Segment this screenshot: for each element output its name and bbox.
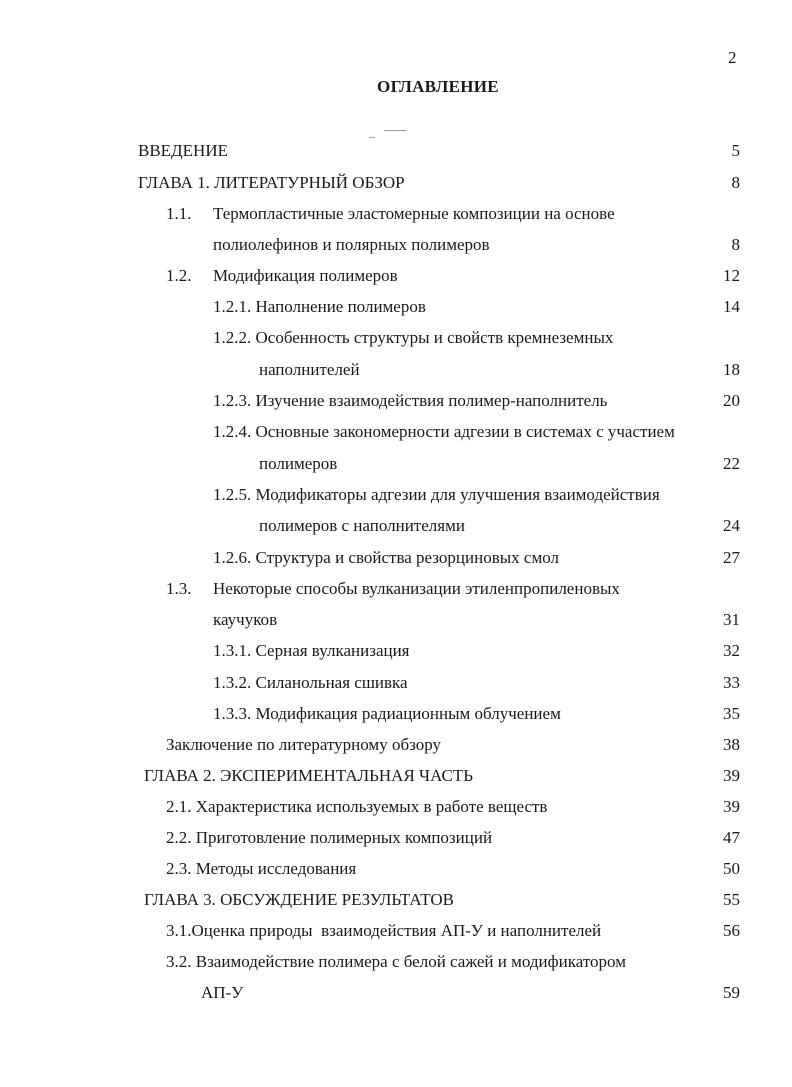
toc-entry-1-2-4-cont: полимеров <box>259 454 338 473</box>
toc-entry-1-2-2-cont: наполнителей <box>259 360 360 379</box>
toc-entry-conclusion: Заключение по литературному обзору <box>166 735 441 754</box>
toc-entry-1-3-3: 1.3.3. Модификация радиационным облучением <box>213 704 561 723</box>
toc-entry-1-2-5: 1.2.5. Модификаторы адгезии для улучшения взаимодействия <box>213 485 660 504</box>
toc-entry-intro: ВВЕДЕНИЕ <box>138 141 228 160</box>
toc-page: 59 <box>723 983 740 1002</box>
toc-entry-num: 1.3. <box>166 579 192 598</box>
toc-entry-1-1: Термопластичные эластомерные композиции на основе <box>213 204 615 223</box>
scan-speck <box>384 130 406 131</box>
toc-page: 24 <box>723 516 740 535</box>
page-title: ОГЛАВЛЕНИЕ <box>377 77 499 96</box>
toc-page: 31 <box>723 610 740 629</box>
toc-page: 20 <box>723 391 740 410</box>
toc-page: 39 <box>723 766 740 785</box>
toc-entry-1-2-4: 1.2.4. Основные закономерности адгезии в системах с участием <box>213 422 675 441</box>
toc-entry-3-2: 3.2. Взаимодействие полимера с белой сажей и модификатором <box>166 952 626 971</box>
toc-entry-chapter-2: ГЛАВА 2. ЭКСПЕРИМЕНТАЛЬНАЯ ЧАСТЬ <box>144 766 474 785</box>
toc-page: 12 <box>723 266 740 285</box>
toc-page: 18 <box>723 360 740 379</box>
toc-page: 50 <box>723 859 740 878</box>
toc-entry-1-2-6: 1.2.6. Структура и свойства резорциновых смол <box>213 548 559 567</box>
toc-entry-num: 1.1. <box>166 204 192 223</box>
toc-page: 47 <box>723 828 740 847</box>
toc-entry-chapter-3: ГЛАВА 3. ОБСУЖДЕНИЕ РЕЗУЛЬТАТОВ <box>144 890 454 909</box>
toc-page: 5 <box>731 141 740 160</box>
toc-entry-1-2: Модификация полимеров <box>213 266 398 285</box>
toc-page: 32 <box>723 641 740 660</box>
toc-entry-num: 1.2. <box>166 266 192 285</box>
toc-page: 8 <box>731 173 740 192</box>
toc-entry-1-3: Некоторые способы вулканизации этиленпропиленовых <box>213 579 620 598</box>
toc-entry-1-2-5-cont: полимеров с наполнителями <box>259 516 465 535</box>
scan-speck <box>369 137 375 138</box>
toc-entry-1-3-1: 1.3.1. Серная вулканизация <box>213 641 410 660</box>
page-number: 2 <box>728 48 737 67</box>
toc-page: 33 <box>723 673 740 692</box>
toc-entry-1-2-2: 1.2.2. Особенность структуры и свойств кремнеземных <box>213 328 614 347</box>
toc-page: 14 <box>723 297 740 316</box>
toc-page: 38 <box>723 735 740 754</box>
toc-entry-2-2: 2.2. Приготовление полимерных композиций <box>166 828 493 847</box>
toc-entry-3-2-cont: АП-У <box>201 983 244 1002</box>
toc-page: 27 <box>723 548 740 567</box>
toc-entry-chapter-1: ГЛАВА 1. ЛИТЕРАТУРНЫЙ ОБЗОР <box>138 173 405 192</box>
toc-entry-2-1: 2.1. Характеристика используемых в работе веществ <box>166 797 548 816</box>
toc-page: 56 <box>723 921 740 940</box>
toc-entry-2-3: 2.3. Методы исследования <box>166 859 357 878</box>
toc-page: 35 <box>723 704 740 723</box>
toc-entry-1-1-cont: полиолефинов и полярных полимеров <box>213 235 490 254</box>
toc-entry-1-2-1: 1.2.1. Наполнение полимеров <box>213 297 426 316</box>
toc-page: 55 <box>723 890 740 909</box>
toc-entry-3-1: 3.1.Оценка природы взаимодействия АП-У и наполнителей <box>166 921 602 940</box>
toc-entry-1-2-3: 1.2.3. Изучение взаимодействия полимер-наполнитель <box>213 391 608 410</box>
toc-page: 8 <box>731 235 740 254</box>
toc-entry-1-3-2: 1.3.2. Силанольная сшивка <box>213 673 408 692</box>
toc-entry-1-3-cont: каучуков <box>213 610 278 629</box>
toc-page: 39 <box>723 797 740 816</box>
toc-page: 22 <box>723 454 740 473</box>
